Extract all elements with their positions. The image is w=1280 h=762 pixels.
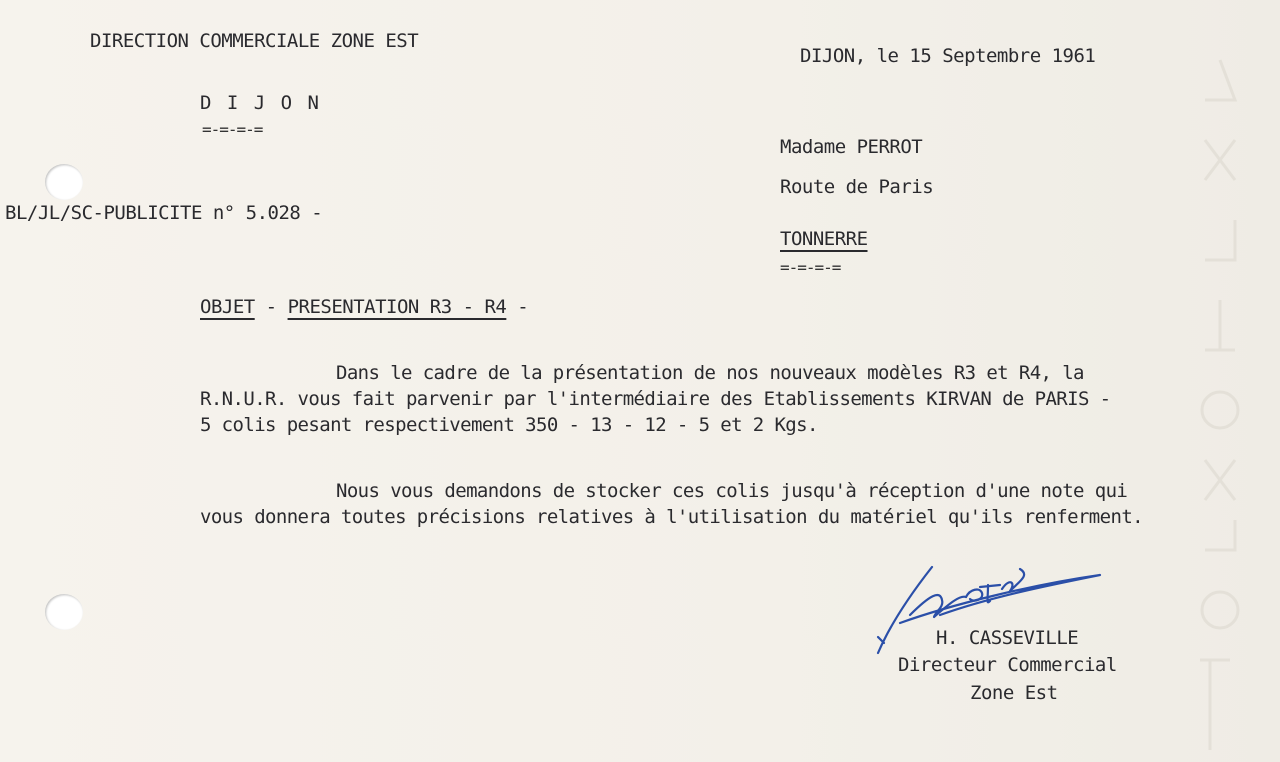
- subject-separator-end: -: [517, 296, 529, 318]
- subject-value: PRESENTATION R3 - R4: [287, 296, 507, 318]
- letter-date: DIJON, le 15 Septembre 1961: [800, 45, 1096, 67]
- department-heading: DIRECTION COMMERCIALE ZONE EST: [90, 30, 419, 52]
- recipient-name: Madame PERROT: [780, 136, 923, 158]
- paper-watermark: [1180, 20, 1280, 760]
- subject-label: OBJET: [200, 296, 255, 318]
- body-line-2: R.N.U.R. vous fait parvenir par l'intermédiaire des Etablissements KIRVAN de PARIS -: [200, 388, 1111, 410]
- punch-hole-icon: [45, 164, 83, 200]
- recipient-town-underline: =-=-=-=: [780, 258, 841, 277]
- punch-hole-icon: [45, 594, 83, 630]
- body-line-4: Nous vous demandons de stocker ces colis jusqu'à réception d'une note qui: [336, 480, 1128, 502]
- city-heading: D I J O N: [200, 92, 321, 114]
- signatory-name: H. CASSEVILLE: [936, 627, 1079, 649]
- signatory-zone: Zone Est: [970, 682, 1058, 704]
- reference-number: BL/JL/SC-PUBLICITE n° 5.028 -: [5, 202, 323, 224]
- city-underline: =-=-=-=: [202, 120, 263, 139]
- subject-line: [200, 296, 528, 318]
- signatory-title: Directeur Commercial: [898, 654, 1117, 676]
- subject-separator: -: [265, 296, 277, 318]
- body-line-1: Dans le cadre de la présentation de nos nouveaux modèles R3 et R4, la: [336, 362, 1084, 384]
- recipient-town: TONNERRE: [780, 228, 868, 250]
- body-line-5: vous donnera toutes précisions relatives à l'utilisation du matériel qu'ils renferment.: [200, 506, 1143, 528]
- body-line-3: 5 colis pesant respectivement 350 - 13 - 12 - 5 et 2 Kgs.: [200, 414, 818, 436]
- recipient-street: Route de Paris: [780, 176, 934, 198]
